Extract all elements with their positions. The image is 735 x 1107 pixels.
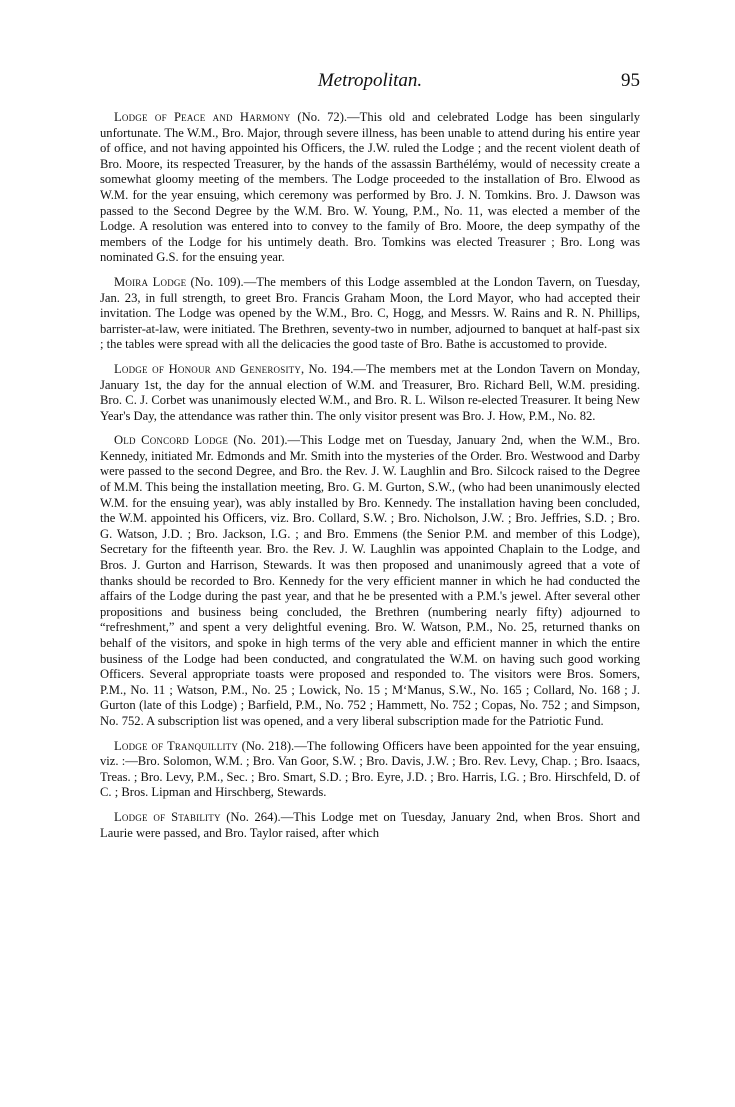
paragraph-peace-and-harmony [100,110,640,266]
paragraph-stability [100,810,640,841]
paragraph-text: (No. 264).—This Lodge met on Tuesday, January 2nd, when Bros. Short and Laurie were passed, and Bro. Taylor raised, after which [100,809,640,840]
paragraph-text: , No. 194.—The members met at the London Tavern on Monday, January 1st, the day for the annual election of W.M. and Treasurer, Bro. Richard Bell, W.M. presiding. Bro. C. J. Corbet was unanimously elected W.M., and Bro. R. L. Wilson re-elected Treasurer. It being New Year's Day, the attendance was rather thin. The only visitor present was Bro. J. How, P.M., No. 82. [100,361,640,423]
lodge-name: Old Concord Lodge [114,433,229,448]
page-number: 95 [621,70,640,91]
lodge-name: Moira Lodge [114,274,187,289]
running-title: Metropolitan. [317,70,423,91]
lodge-name: Lodge of Tranquillity [114,738,239,753]
lodge-name: Lodge of Honour and Generosity [114,361,302,376]
lodge-name: Lodge of Peace and Harmony [114,110,291,124]
paragraph-old-concord [100,433,640,729]
paragraph-text: (No. 72).—This old and celebrated Lodge has been singularly unfortunate. The W.M., Bro. Major, through severe illness, has been unable to attend during his entire year of office, and not having appointed his Officers, the J.W. ruled the Lodge ; and the recent violent death of Bro. Moore, its respected Treasurer, by the hands of the assassin Barthélémy, would of necessity create a somewhat gloomy meeting of the members. The Lodge proceeded to the installation of Bro. Elwood as W.M. for the year ensuing, which ceremony was performed by Bro. J. N. Tomkins. Bro. J. Dawson was passed to the Second Degree by the W.M. Bro. W. Young, P.M., No. 11, was elected a member of the Lodge. A resolution was entered into to convey to the family of Bro. Moore, the deep sympathy of the members of the Lodge for his untimely death. Bro. Tomkins was elected Treasurer ; Bro. Long was nominated G.S. for the ensuing year. [100,110,640,265]
paragraph-text: (No. 201).—This Lodge met on Tuesday, January 2nd, when the W.M., Bro. Kennedy, initiated Mr. Edmonds and Mr. Smith into the mysteries of the Order. Bro. Westwood and Darby were passed to the second Degree, and Bro. the Rev. J. W. Laughlin and Bro. Silcock raised to the Degree of M.M. This being the installation meeting, Bro. G. M. Gurton, S.W., (who had been unanimously elected W.M. for the ensuing year), was ably installed by Bro. Kennedy. The installation having been concluded, the W.M. appointed his Officers, viz. Bro. Collard, S.W. ; Bro. Nicholson, J.W. ; Bro. Jeffries, S.D. ; Bro. G. Watson, J.D. ; Bro. Jackson, I.G. ; and Bro. Emmens (the Senior P.M. and member of this Lodge), Secretary for the fifteenth year. Bro. the Rev. J. W. Laughlin was appointed Chaplain to the Lodge, and Bros. J. Gurton and Harrison, Stewards. It was then proposed and unanimously agreed that a vote of thanks should be recorded to Bro. Kennedy for the very efficient manner in which he had conducted the affairs of the Lodge during the past year, and that he be presented with a P.M.'s jewel. After several other propositions and business being concluded, the Brethren (numbering nearly fifty) adjourned to “refreshment,” and spent a very delightful evening. Bro. W. Watson, P.M., No. 25, returned thanks on behalf of the visitors, and spoke in high terms of the very able and efficient manner in which the entire business of the Lodge had been conducted, and congratulated the W.M. on having such good working Officers. Several appropriate toasts were proposed and responded to. The visitors were Bros. Somers, P.M., No. 11 ; Watson, P.M., No. 25 ; Lowick, No. 15 ; M‘Manus, S.W., No. 165 ; Collard, No. 168 ; J. Gurton (late of this Lodge) ; Barfield, P.M., No. 752 ; Hammett, No. 752 ; Copas, No. 752 ; and Simpson, No. 752. A subscription list was opened, and a very liberal subscription made for the Patriotic Fund. [100,433,640,728]
paragraph-text: (No. 109).—The members of this Lodge assembled at the London Tavern, on Tuesday, Jan. 23, in full strength, to greet Bro. Francis Graham Moon, the Lord Mayor, who had accepted their invitation. The Lodge was opened by the W.M., Bro. C, Hogg, and Messrs. W. Rains and R. N. Phillips, barrister-at-law, were initiated. The Brethren, seventy-two in number, adjourned to banquet at half-past six ; the tables were spread with all the delicacies the good taste of Bro. Bathe is accustomed to provide. [100,274,641,352]
page-header [100,70,640,100]
paragraph-tranquillity [100,739,640,801]
paragraph-moira [100,275,640,353]
paragraph-honour-and-generosity [100,362,640,424]
document-page [100,70,640,850]
lodge-name: Lodge of Stability [114,809,221,824]
paragraph-text: (No. 218).—The following Officers have been appointed for the year ensuing, viz. :—Bro. Solomon, W.M. ; Bro. Van Goor, S.W. ; Bro. Davis, J.W. ; Bro. Rev. Levy, Chap. ; Bro. Isaacs, Treas. ; Bro. Levy, P.M., Sec. ; Bro. Smart, S.D. ; Bro. Eyre, J.D. ; Bro. Harris, I.G. ; Bro. Hirschfeld, D. of C. ; Bros. Lipman and Hirschberg, Stewards. [100,738,640,800]
